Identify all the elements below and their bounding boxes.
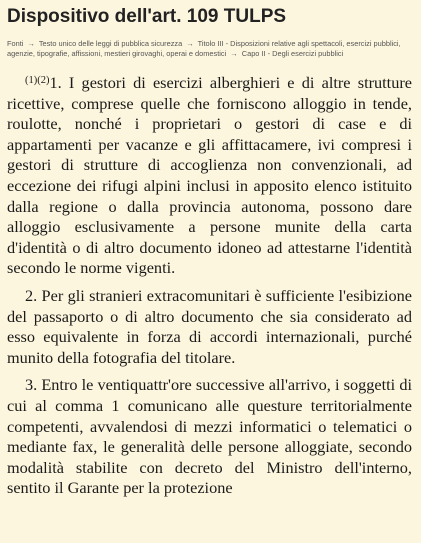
breadcrumb-item-capo-ii[interactable]: Capo II - Degli esercizi pubblici bbox=[241, 49, 344, 58]
breadcrumb bbox=[7, 39, 412, 59]
paragraph-3-text: 3. Entro le ventiquattr'ore successive all'arrivo, i soggetti di cui al comma 1 comunicano alle questure territorialmente competenti, avvalendosi di mezzi informatici o telematici o mediante fax, le generalità delle persone alloggiate, secondo modalità stabilite con decreto del Ministro dell'interno, sentito il Garante per la protezione bbox=[7, 375, 412, 498]
article-paragraph-2 bbox=[7, 286, 412, 368]
breadcrumb-arrow-icon: → bbox=[27, 39, 35, 48]
breadcrumb-item-titolo-iii[interactable]: Titolo III - Disposizioni relative agli spettacoli, esercizi pubblici, agenzie, tipografie, affissioni, mestieri girovaghi, operai e domestici bbox=[7, 39, 401, 58]
page-title: Dispositivo dell'art. 109 TULPS bbox=[7, 6, 287, 27]
article-paragraph-3 bbox=[7, 375, 412, 499]
paragraph-2-text: 2. Per gli stranieri extracomunitari è sufficiente l'esibizione del passaporto o di altro documento che sia considerato ad esso equivalente in forza di accordi internazionali, purché munito della fotografia del titolare. bbox=[7, 285, 412, 367]
article-paragraph-1 bbox=[7, 73, 412, 279]
paragraph-1-text: 1. I gestori di esercizi alberghieri e di altre strutture ricettive, comprese quelle che forniscono alloggio in tende, roulotte, nonché i proprietari o gestori di case e di appartamenti per vacanze e gli affittacamere, ivi compresi i gestori di strutture di accoglienza non convenzionali, ad eccezione dei rifugi alpini inclusi in apposito elenco istituito dalla regione o dalla provincia autonoma, possono dare alloggio esclusivamente a persone munite della carta d'identità o di altro documento idoneo ad attestarne l'identità secondo le norme vigenti. bbox=[7, 73, 412, 278]
breadcrumb-arrow-icon: → bbox=[186, 39, 194, 48]
breadcrumb-label[interactable]: Fonti bbox=[7, 39, 24, 48]
breadcrumb-item-testo-unico[interactable]: Testo unico delle leggi di pubblica sicurezza bbox=[38, 39, 183, 48]
article-body bbox=[7, 73, 412, 499]
breadcrumb-arrow-icon: → bbox=[230, 49, 238, 58]
footnote-refs[interactable]: (1)(2) bbox=[25, 75, 50, 86]
